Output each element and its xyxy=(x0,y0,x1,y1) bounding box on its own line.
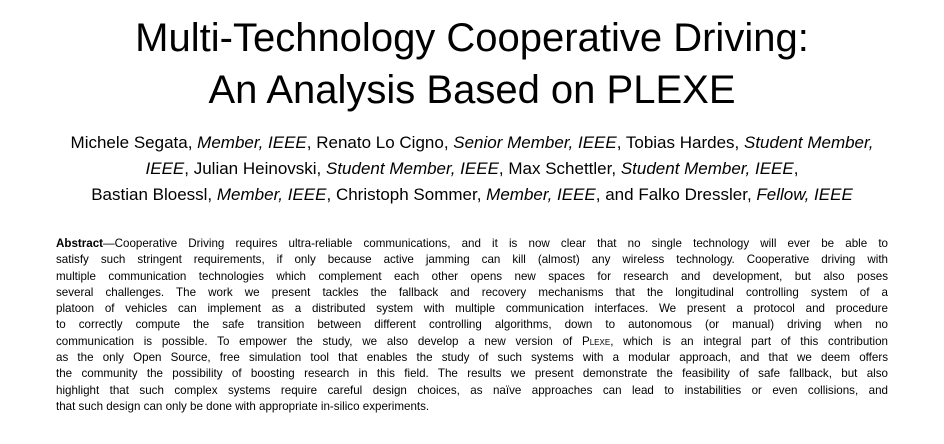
author-line xyxy=(0,130,944,156)
author-list xyxy=(0,130,944,208)
author-membership: Fellow, IEEE xyxy=(756,185,853,204)
abstract-line: that such design can only be done with appropriate in-silico experiments. xyxy=(56,399,430,413)
abstract-line: to correctly compute the safe transition between different controlling algorithms, down to autonomous (or manual) driving when no xyxy=(56,318,888,332)
author-line xyxy=(0,182,944,208)
author-membership: Member, IEEE xyxy=(216,185,327,204)
author-membership: Student Member, xyxy=(744,133,874,152)
abstract-line: several challenges. The work we present tackles the fallback and recovery mechanisms that the longitudinal controlling system of a xyxy=(56,285,888,299)
abstract-line: communication is possible. To empower the study, we also develop a new version of Plexe, which is an integral part of this contribution xyxy=(56,334,888,348)
abstract-line: Abstract—Cooperative Driving requires ultra-reliable communications, and it is now clear that no single technology will ever be able to xyxy=(56,237,888,250)
author-membership: Student Member, IEEE xyxy=(620,159,794,178)
author-membership: IEEE xyxy=(145,159,185,178)
author-segment: , xyxy=(793,159,799,178)
author-segment: , Renato Lo Cigno, xyxy=(306,133,454,152)
abstract-label: Abstract xyxy=(56,237,104,250)
abstract-line: as the only Open Source, free simulation tool that enables the study of such systems with a modular approach, and that we deem offers xyxy=(56,351,888,365)
abstract-line: the community the possibility of boosting research in this field. The results we present demonstrate the feasibility of safe fallback, but also xyxy=(56,367,888,381)
author-membership: Student Member, IEEE xyxy=(326,159,499,178)
author-segment: , Max Schettler, xyxy=(498,159,621,178)
author-segment: Bastian Bloessl, xyxy=(91,185,217,204)
paper-title-line-1: Multi-Technology Cooperative Driving: xyxy=(135,16,809,60)
abstract-line: highlight that such complex systems require careful design choices, as naïve approaches can lead to instabilities or even collisions, and xyxy=(56,383,888,397)
author-segment: , Christoph Sommer, xyxy=(326,185,487,204)
author-membership: Member, IEEE xyxy=(486,185,596,204)
author-segment: , and Falko Dressler, xyxy=(595,185,757,204)
paper-title-line-2: An Analysis Based on PLEXE xyxy=(208,68,736,112)
author-membership: Senior Member, IEEE xyxy=(453,133,617,152)
abstract-line: platoon of vehicles can implement as a distributed system with multiple communication interfaces. We present a protocol and procedure xyxy=(56,302,888,316)
abstract-line: satisfy such stringent requirements, if only because active jamming can kill (almost) any wireless technology. Cooperative driving with xyxy=(56,253,888,267)
abstract xyxy=(56,236,888,415)
plexe-name: Plexe xyxy=(582,334,611,348)
author-line xyxy=(0,156,944,182)
author-segment: , Julian Heinovski, xyxy=(184,159,326,178)
author-segment: , Tobias Hardes, xyxy=(616,133,744,152)
abstract-line: multiple communication technologies which complement each other opens new spaces for research and development, but also poses xyxy=(56,269,888,283)
author-segment: Michele Segata, xyxy=(70,133,198,152)
author-membership: Member, IEEE xyxy=(197,133,307,152)
